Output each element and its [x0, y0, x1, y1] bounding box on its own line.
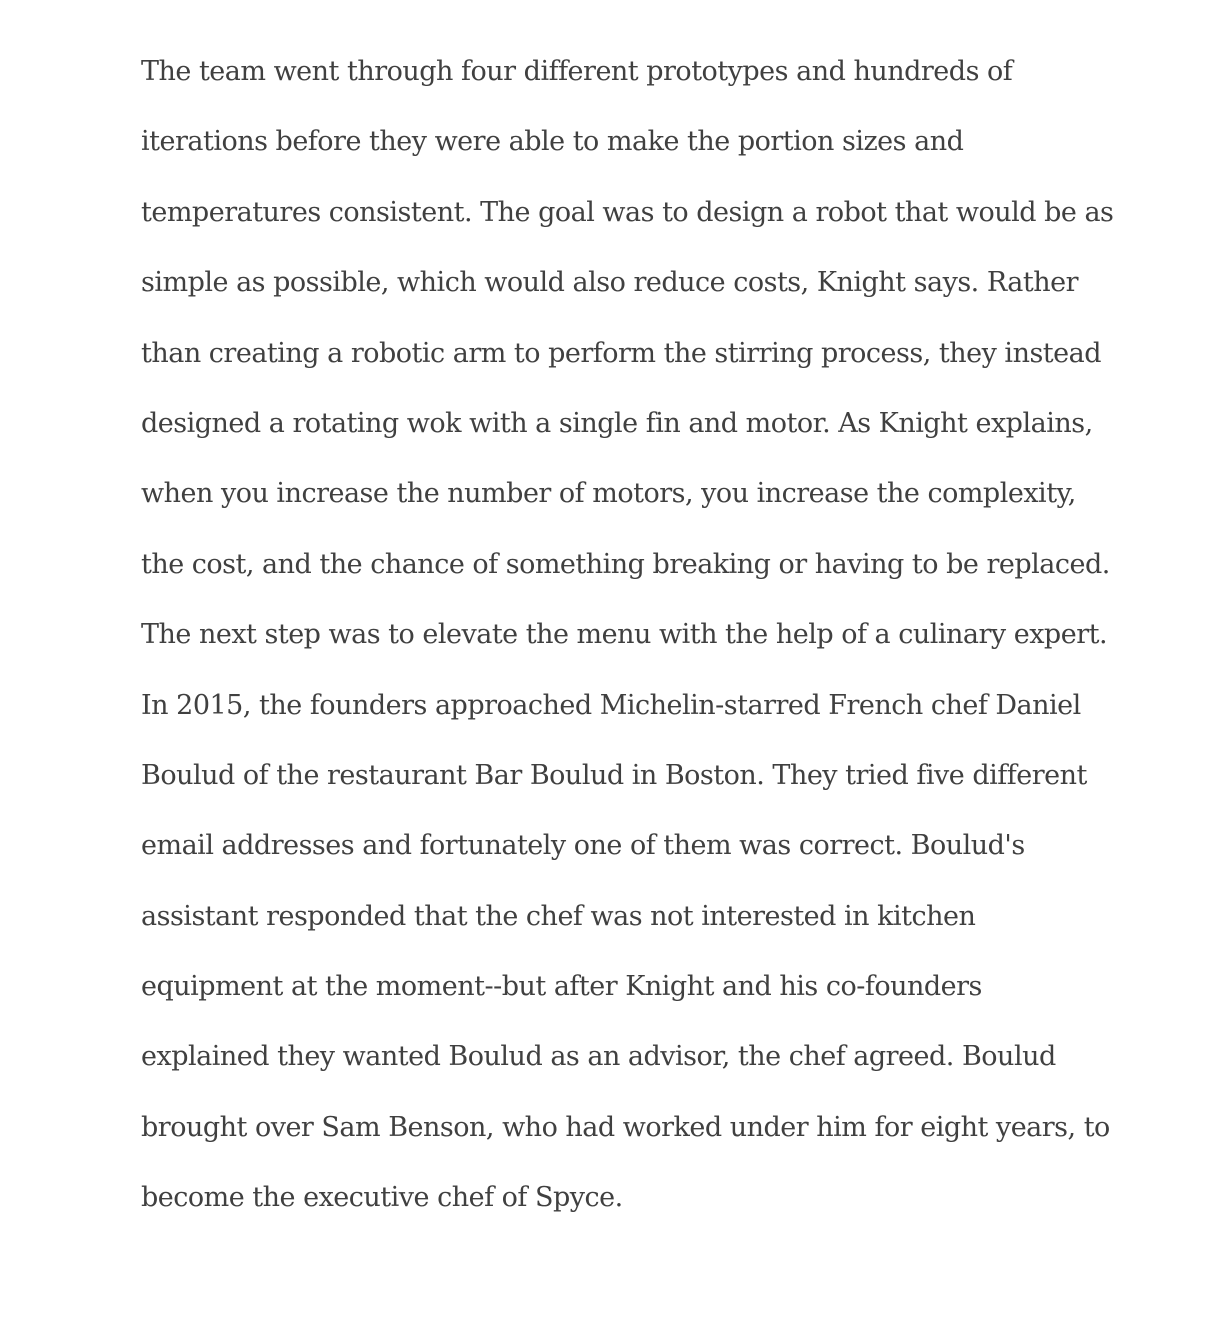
text-line: Boulud of the restaurant Bar Boulud in Boston. They tried five different: [141, 759, 1087, 791]
text-line: simple as possible, which would also reduce costs, Knight says. Rather: [141, 267, 1079, 299]
text-line: The next step was to elevate the menu with the help of a culinary expert.: [141, 619, 1108, 651]
text-line: designed a rotating wok with a single fin and motor. As Knight explains,: [141, 407, 1093, 439]
text-line: brought over Sam Benson, who had worked under him for eight years, to: [141, 1111, 1110, 1143]
text-line: In 2015, the founders approached Michelin-starred French chef Daniel: [141, 689, 1081, 721]
text-line: explained they wanted Boulud as an advisor, the chef agreed. Boulud: [141, 1041, 1056, 1073]
text-line: the cost, and the chance of something breaking or having to be replaced.: [141, 548, 1110, 580]
text-line: assistant responded that the chef was not interested in kitchen: [141, 900, 976, 932]
text-line: temperatures consistent. The goal was to design a robot that would be as: [141, 196, 1114, 228]
text-line: The team went through four different prototypes and hundreds of: [141, 56, 1013, 87]
text-line: than creating a robotic arm to perform the stirring process, they instead: [141, 337, 1102, 369]
text-line: email addresses and fortunately one of them was correct. Boulud's: [141, 830, 1025, 862]
body-paragraph: [141, 37, 1141, 1234]
text-line: become the executive chef of Spyce.: [141, 1182, 623, 1214]
text-line: equipment at the moment--but after Knight and his co-founders: [141, 971, 982, 1003]
text-line: when you increase the number of motors, you increase the complexity,: [141, 478, 1076, 510]
text-line: iterations before they were able to make the portion sizes and: [141, 126, 964, 158]
